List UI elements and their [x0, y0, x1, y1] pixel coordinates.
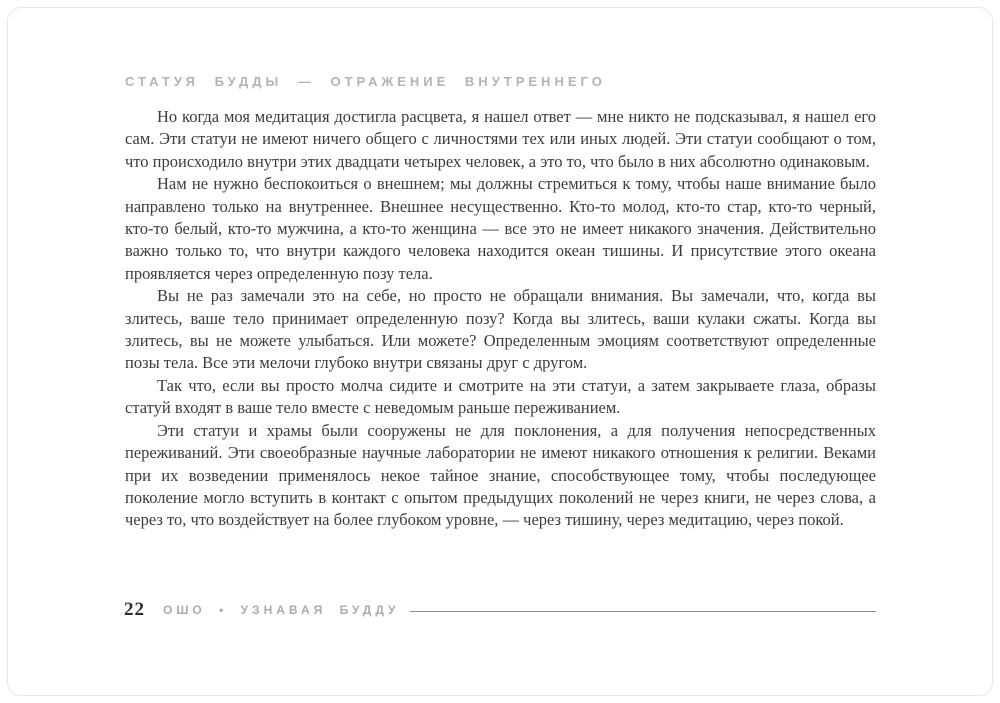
body-paragraph: Вы не раз замечали это на себе, но просто не обращали внимания. Вы замечали, что, когда вы злитесь, ваше тело принимает определенную позу? Когда вы злитесь, ваши кулаки сжаты. Когда вы злитесь, вы не можете улыбаться. Или можете? Определенным эмоциям соответствуют определенные позы тела. Все эти мелочи глубоко внутри связаны друг с другом. — [125, 286, 876, 373]
body-text-block — [125, 106, 876, 532]
body-paragraph: Эти статуи и храмы были сооружены не для поклонения, а для получения непосредственных переживаний. Эти своеобразные научные лаборатории не имеют никакого отношения к религии. Веками при их возведении применялось некое тайное знание, способствующее тому, чтобы последующее поколение могло вступить в контакт с опытом предыдущих поколений не через книги, не через слова, а через то, что воздействует на более глубоком уровне, — через тишину, через медитацию, через покой. — [125, 420, 876, 530]
book-running-title: ОШО • УЗНАВАЯ БУДДУ — [163, 603, 400, 617]
chapter-running-head: СТАТУЯ БУДДЫ — ОТРАЖЕНИЕ ВНУТРЕННЕГО — [125, 74, 606, 89]
page-number: 22 — [124, 599, 145, 620]
body-paragraph: Так что, если вы просто молча сидите и смотрите на эти статуи, а затем закрываете глаза, образы статуй входят в ваше тело вместе с неведомым раньше переживанием. — [125, 375, 876, 418]
body-paragraph: Но когда моя медитация достигла расцвета, я нашел ответ — мне никто не подсказывал, я нашел его сам. Эти статуи не имеют ничего общего с личностями тех или иных людей. Эти статуи сообщают о том, что происходило внутри этих двадцати четырех человек, а это то, что было в них абсолютно одинаковым. — [125, 107, 876, 171]
body-paragraph: Нам не нужно беспокоиться о внешнем; мы должны стремиться к тому, чтобы наше внимание было направлено только на внутреннее. Внешнее несущественно. Кто-то молод, кто-то стар, кто-то черный, кто-то белый, кто-то мужчина, а кто-то женщина — все это не имеет никакого значения. Действительно важно только то, что внутри каждого человека находится океан тишины. И присутствие этого океана проявляется через определенную позу тела. — [125, 174, 876, 283]
page-footer — [124, 599, 876, 621]
footer-rule-line — [410, 611, 877, 612]
